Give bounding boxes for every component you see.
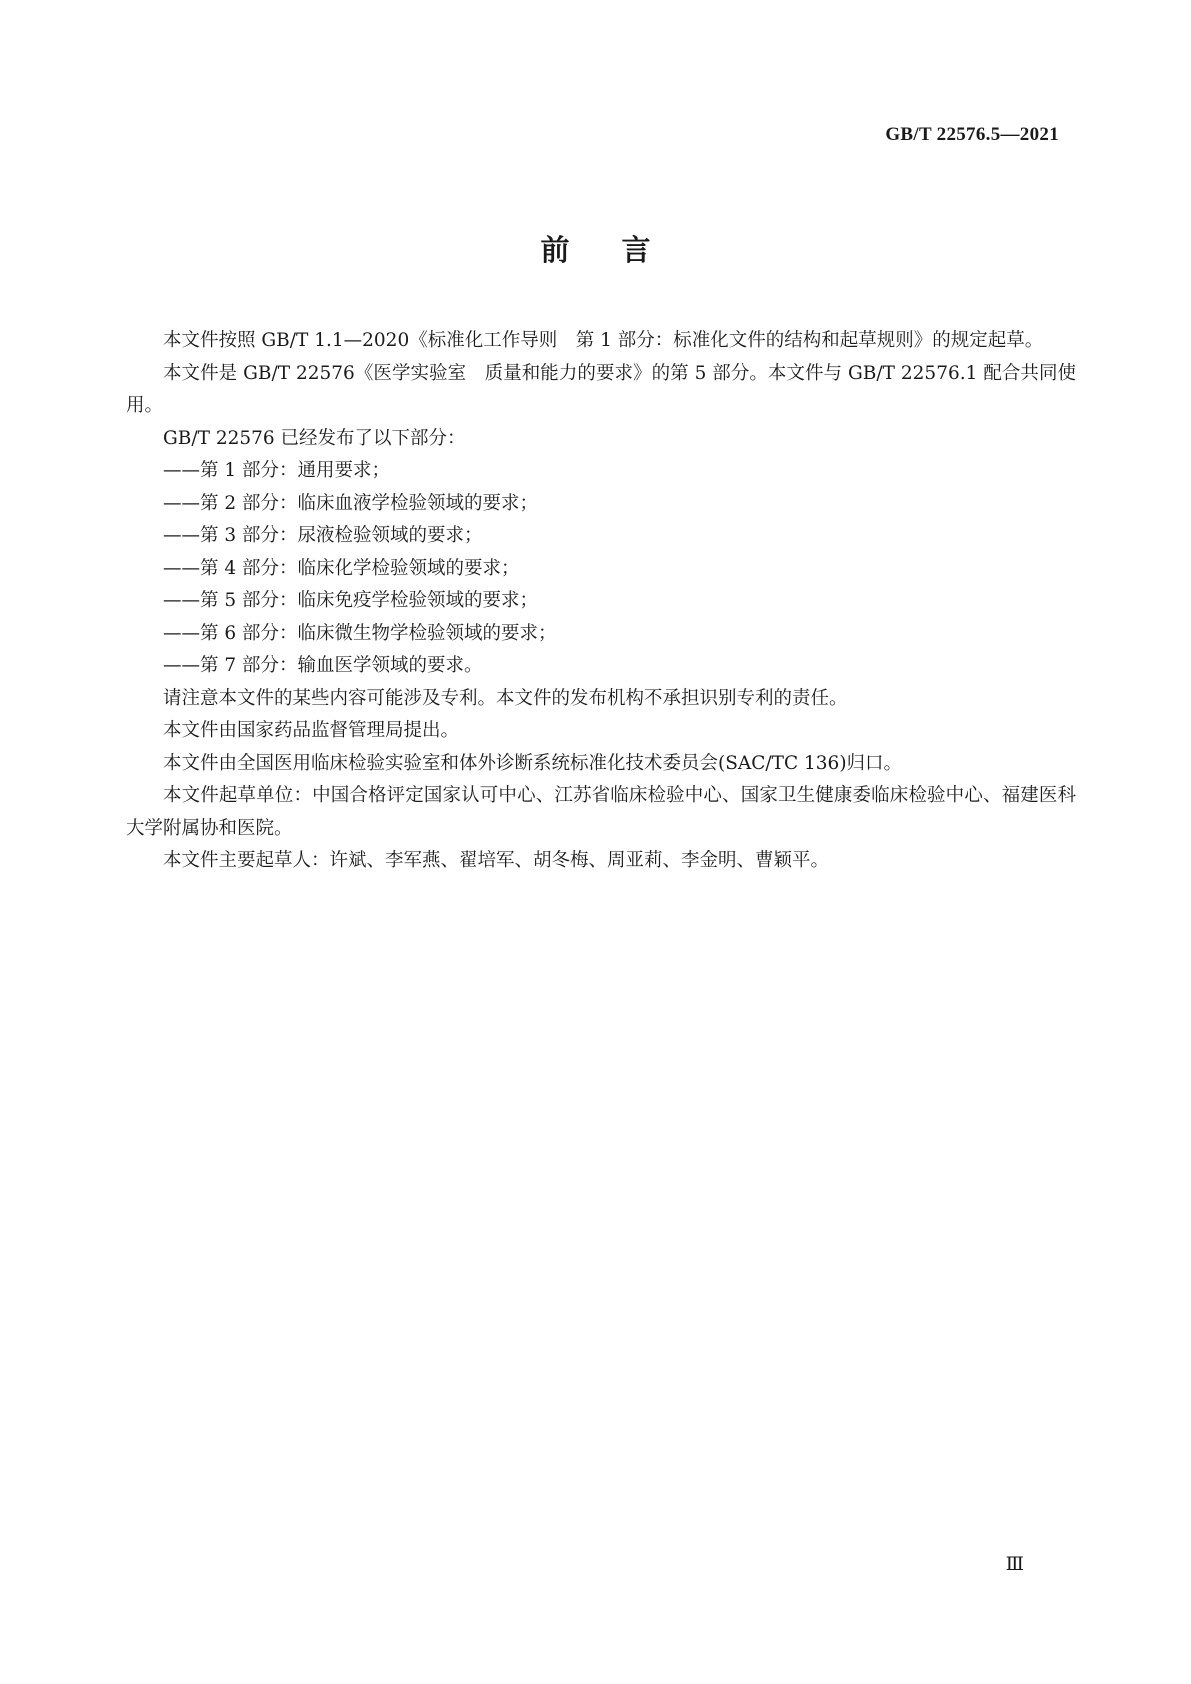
- paragraph-part-relation: 本文件是 GB/T 22576《医学实验室 质量和能力的要求》的第 5 部分。本文件与 GB/T 22576.1 配合共同使用。: [126, 362, 1076, 416]
- paragraph-patent-notice: 请注意本文件的某些内容可能涉及专利。本文件的发布机构不承担识别专利的责任。: [163, 687, 848, 709]
- list-item: ——第 1 部分：通用要求；: [163, 460, 391, 481]
- paragraph-committee: 本文件由全国医用临床检验实验室和体外诊断系统标准化技术委员会(SAC/TC 136)归口。: [163, 752, 903, 774]
- list-item: ——第 5 部分：临床免疫学检验领域的要求；: [163, 590, 539, 611]
- list-item: ——第 3 部分：尿液检验领域的要求；: [163, 525, 483, 546]
- page-title: 前言: [540, 233, 703, 267]
- paragraph-proposer: 本文件由国家药品监督管理局提出。: [163, 720, 460, 741]
- paragraph-drafting-units: 本文件起草单位：中国合格评定国家认可中心、江苏省临床检验中心、国家卫生健康委临床检验中心、福建医科大学附属协和医院。: [126, 785, 1076, 839]
- list-item: ——第 2 部分：临床血液学检验领域的要求；: [163, 492, 539, 514]
- paragraph-parts-intro: GB/T 22576 已经发布了以下部分：: [163, 427, 466, 449]
- paragraph-drafting-rules: 本文件按照 GB/T 1.1—2020《标准化工作导则 第 1 部分：标准化文件的结构和起草规则》的规定起草。: [163, 330, 1044, 351]
- page-number: Ⅲ: [1005, 1554, 1024, 1575]
- list-item: ——第 7 部分：输血医学领域的要求。: [163, 655, 483, 676]
- list-item: ——第 6 部分：临床微生物学检验领域的要求；: [163, 622, 557, 644]
- foreword-body: [126, 325, 1076, 878]
- document-code: GB/T 22576.5—2021: [885, 124, 1059, 145]
- parts-list: [126, 455, 1076, 683]
- list-item: ——第 4 部分：临床化学检验领域的要求；: [163, 557, 520, 579]
- paragraph-drafters: 本文件主要起草人：许斌、李军燕、翟培军、胡冬梅、周亚莉、李金明、曹颖平。: [163, 850, 830, 871]
